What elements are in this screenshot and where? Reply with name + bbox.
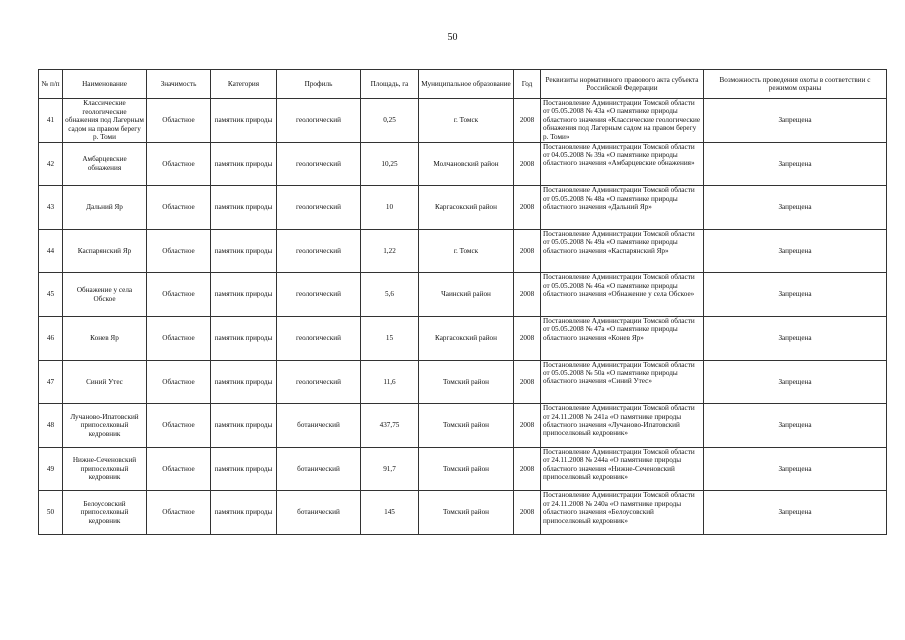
header-row [39, 70, 887, 99]
row-area: 1,22 [361, 229, 419, 273]
row-area: 15 [361, 316, 419, 360]
row-hunting: Запрещена [704, 447, 887, 491]
row-profile: ботанический [277, 491, 361, 535]
row-number: 48 [39, 404, 63, 448]
row-category: памятник природы [211, 273, 277, 317]
row-name: Дальний Яр [63, 186, 147, 230]
row-hunting: Запрещена [704, 360, 887, 404]
row-name: Классические геологические обнажения под Лагерным садом на правом берегу р. Томи [63, 99, 147, 143]
row-municipality: Каргасокский район [419, 316, 514, 360]
row-category: памятник природы [211, 186, 277, 230]
row-profile: геологический [277, 273, 361, 317]
row-area: 145 [361, 491, 419, 535]
row-year: 2008 [514, 99, 541, 143]
row-year: 2008 [514, 447, 541, 491]
row-municipality: Томский район [419, 404, 514, 448]
row-name: Обнажение у села Обское [63, 273, 147, 317]
row-category: памятник природы [211, 99, 277, 143]
row-requisites: Постановление Администрации Томской области от 05.05.2008 № 49а «О памятнике природы областного значения «Каспарянский Яр» [541, 229, 704, 273]
table-row [39, 99, 887, 143]
row-municipality: Томский район [419, 447, 514, 491]
header-profile: Профиль [277, 70, 361, 99]
row-requisites: Постановление Администрации Томской области от 05.05.2008 № 47а «О памятнике природы областного значения «Конев Яр» [541, 316, 704, 360]
header-municipality: Муниципальное образование [419, 70, 514, 99]
header-requisites: Реквизиты нормативного правового акта субъекта Российской Федерации [541, 70, 704, 99]
row-category: памятник природы [211, 491, 277, 535]
row-number: 44 [39, 229, 63, 273]
row-significance: Областное [147, 142, 211, 186]
row-category: памятник природы [211, 360, 277, 404]
table-row [39, 186, 887, 230]
table-row [39, 229, 887, 273]
row-significance: Областное [147, 316, 211, 360]
row-area: 5,6 [361, 273, 419, 317]
nature-monuments-table [38, 69, 887, 535]
row-requisites: Постановление Администрации Томской области от 05.05.2008 № 48а «О памятнике природы областного значения «Дальний Яр» [541, 186, 704, 230]
row-area: 91,7 [361, 447, 419, 491]
row-municipality: Каргасокский район [419, 186, 514, 230]
row-requisites: Постановление Администрации Томской области от 05.05.2008 № 50а «О памятнике природы областного значения «Синий Утес» [541, 360, 704, 404]
row-municipality: г. Томск [419, 229, 514, 273]
row-name: Нижне-Сеченовский припоселковый кедровник [63, 447, 147, 491]
row-significance: Областное [147, 447, 211, 491]
row-requisites: Постановление Администрации Томской области от 24.11.2008 № 244а «О памятнике природы областного значения «Нижне-Сеченовский припоселковый кедровник» [541, 447, 704, 491]
table-row [39, 404, 887, 448]
header-area: Площадь, га [361, 70, 419, 99]
row-year: 2008 [514, 404, 541, 448]
row-significance: Областное [147, 360, 211, 404]
row-number: 47 [39, 360, 63, 404]
row-municipality: г. Томск [419, 99, 514, 143]
table-row [39, 447, 887, 491]
row-profile: геологический [277, 142, 361, 186]
row-name: Амбарцевские обнажения [63, 142, 147, 186]
row-municipality: Чаинский район [419, 273, 514, 317]
header-category: Категория [211, 70, 277, 99]
row-hunting: Запрещена [704, 316, 887, 360]
row-hunting: Запрещена [704, 229, 887, 273]
row-hunting: Запрещена [704, 273, 887, 317]
row-hunting: Запрещена [704, 404, 887, 448]
row-requisites: Постановление Администрации Томской области от 04.05.2008 № 39а «О памятнике природы областного значения «Амбарцевские обнажения» [541, 142, 704, 186]
row-number: 50 [39, 491, 63, 535]
row-area: 10 [361, 186, 419, 230]
row-year: 2008 [514, 142, 541, 186]
row-year: 2008 [514, 273, 541, 317]
row-municipality: Молчановский район [419, 142, 514, 186]
page-number: 50 [447, 32, 458, 43]
row-significance: Областное [147, 186, 211, 230]
row-name: Белоусовский припоселковый кедровник [63, 491, 147, 535]
header-significance: Значимость [147, 70, 211, 99]
row-number: 41 [39, 99, 63, 143]
header-name: Наименование [63, 70, 147, 99]
row-name: Синий Утес [63, 360, 147, 404]
row-year: 2008 [514, 360, 541, 404]
row-significance: Областное [147, 229, 211, 273]
header-number: № п/п [39, 70, 63, 99]
row-number: 43 [39, 186, 63, 230]
table-row [39, 142, 887, 186]
row-year: 2008 [514, 229, 541, 273]
row-area: 10,25 [361, 142, 419, 186]
row-hunting: Запрещена [704, 491, 887, 535]
header-hunting: Возможность проведения охоты в соответствии с режимом охраны [704, 70, 887, 99]
row-year: 2008 [514, 316, 541, 360]
row-name: Лучаново-Ипатовский припоселковый кедровник [63, 404, 147, 448]
table-row [39, 273, 887, 317]
row-profile: ботанический [277, 404, 361, 448]
table-row [39, 360, 887, 404]
row-hunting: Запрещена [704, 142, 887, 186]
row-profile: ботанический [277, 447, 361, 491]
row-number: 46 [39, 316, 63, 360]
header-year: Год [514, 70, 541, 99]
row-requisites: Постановление Администрации Томской области от 05.05.2008 № 43а «О памятнике природы областного значения «Классические геологические обнажения под Лагерным садом на правом берегу р. Томи» [541, 99, 704, 143]
row-requisites: Постановление Администрации Томской области от 24.11.2008 № 240а «О памятнике природы областного значения «Белоусовский припоселковый кедровник» [541, 491, 704, 535]
row-number: 42 [39, 142, 63, 186]
table-row [39, 316, 887, 360]
row-area: 11,6 [361, 360, 419, 404]
row-requisites: Постановление Администрации Томской области от 24.11.2008 № 241а «О памятнике природы областного значения «Лучаново-Ипатовский припоселковый кедровник» [541, 404, 704, 448]
row-hunting: Запрещена [704, 186, 887, 230]
row-category: памятник природы [211, 229, 277, 273]
row-category: памятник природы [211, 447, 277, 491]
row-category: памятник природы [211, 316, 277, 360]
row-significance: Областное [147, 273, 211, 317]
row-significance: Областное [147, 404, 211, 448]
table-row [39, 491, 887, 535]
row-name: Конев Яр [63, 316, 147, 360]
row-profile: геологический [277, 360, 361, 404]
row-significance: Областное [147, 99, 211, 143]
row-number: 49 [39, 447, 63, 491]
row-hunting: Запрещена [704, 99, 887, 143]
row-significance: Областное [147, 491, 211, 535]
row-name: Каспарянский Яр [63, 229, 147, 273]
row-profile: геологический [277, 316, 361, 360]
row-year: 2008 [514, 491, 541, 535]
row-year: 2008 [514, 186, 541, 230]
row-number: 45 [39, 273, 63, 317]
row-area: 0,25 [361, 99, 419, 143]
row-category: памятник природы [211, 404, 277, 448]
row-area: 437,75 [361, 404, 419, 448]
row-profile: геологический [277, 186, 361, 230]
row-municipality: Томский район [419, 491, 514, 535]
row-category: памятник природы [211, 142, 277, 186]
row-municipality: Томский район [419, 360, 514, 404]
row-profile: геологический [277, 99, 361, 143]
row-profile: геологический [277, 229, 361, 273]
row-requisites: Постановление Администрации Томской области от 05.05.2008 № 46а «О памятнике природы областного значения «Обнажение у села Обское» [541, 273, 704, 317]
